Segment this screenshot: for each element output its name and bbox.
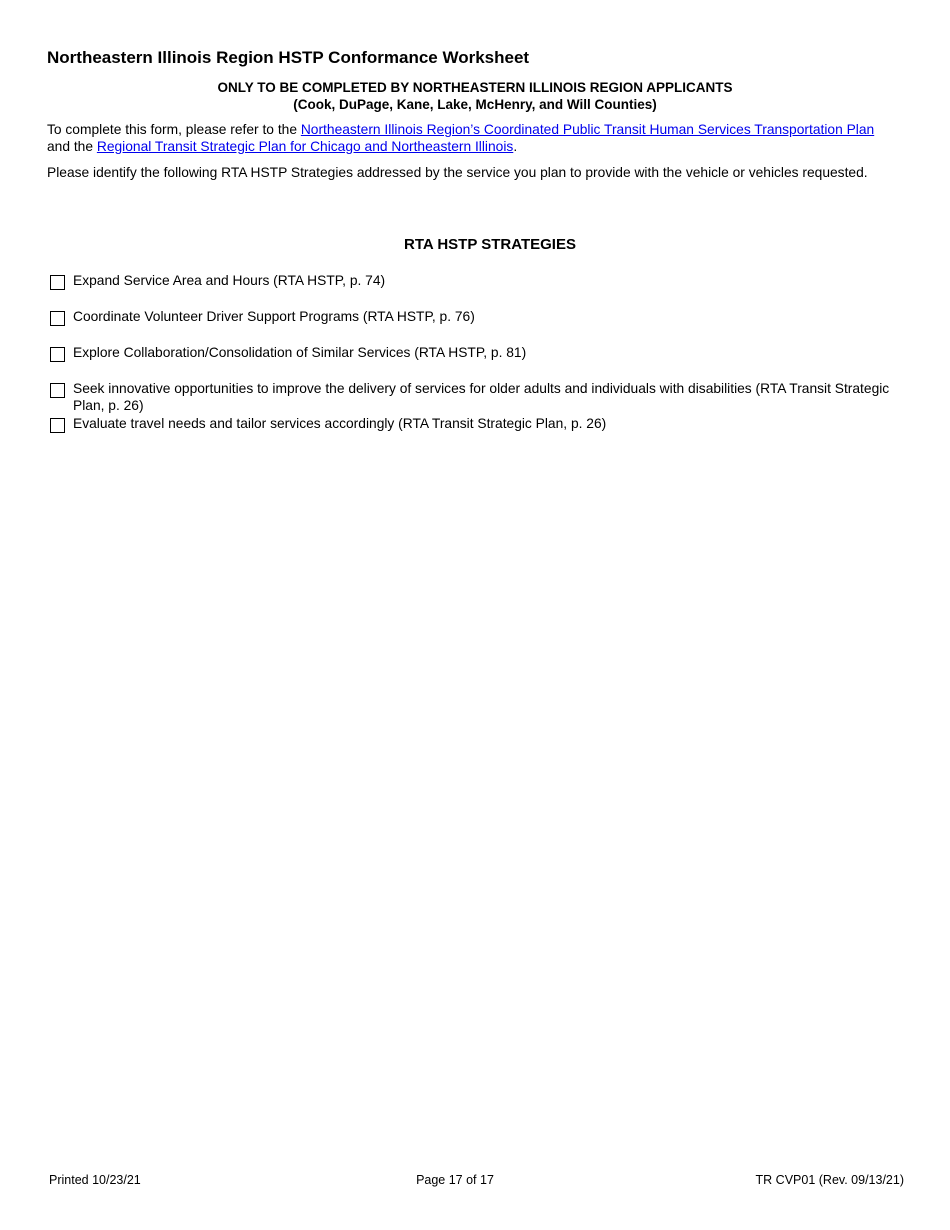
strategy-item: [50, 345, 910, 362]
strategy-item: [50, 273, 910, 290]
strategy-item: [50, 381, 910, 414]
strategy-label: Seek innovative opportunities to improve the delivery of services for older adults and individuals with disabilities (RTA Transit Strategic Plan, p. 26): [73, 381, 890, 413]
county-list: (Cook, DuPage, Kane, Lake, McHenry, and Will Counties): [293, 97, 657, 112]
strategy-checkbox[interactable]: [50, 418, 65, 433]
strategy-checkbox[interactable]: [50, 347, 65, 362]
strategy-item: [50, 416, 910, 433]
strategy-label: Expand Service Area and Hours (RTA HSTP, p. 74): [73, 273, 386, 288]
intro-paragraph: [47, 122, 907, 155]
strategy-item: [50, 309, 910, 326]
page-number: Page 17 of 17: [416, 1173, 494, 1187]
strategy-checkbox[interactable]: [50, 275, 65, 290]
strategies-heading: RTA HSTP STRATEGIES: [404, 236, 576, 253]
printed-date: Printed 10/23/21: [49, 1173, 141, 1187]
intro-prefix: To complete this form, please refer to the: [47, 122, 301, 137]
hstp-plan-link[interactable]: Northeastern Illinois Region’s Coordinated Public Transit Human Services Transportation Plan: [300, 122, 875, 137]
regional-transit-plan-link[interactable]: Regional Transit Strategic Plan for Chicago and Northeastern Illinois: [96, 138, 514, 154]
instruction-text: Please identify the following RTA HSTP Strategies addressed by the service you plan to provide with the vehicle or vehicles requested.: [47, 165, 868, 180]
page-title: Northeastern Illinois Region HSTP Conformance Worksheet: [47, 48, 530, 67]
strategy-checkbox[interactable]: [50, 383, 65, 398]
strategy-label: Evaluate travel needs and tailor services accordingly (RTA Transit Strategic Plan, p. 26): [73, 416, 607, 431]
strategy-label: Coordinate Volunteer Driver Support Programs (RTA HSTP, p. 76): [73, 309, 475, 324]
intro-suffix: .: [513, 138, 518, 154]
intro-middle: and the: [47, 138, 97, 154]
strategy-label: Explore Collaboration/Consolidation of Similar Services (RTA HSTP, p. 81): [73, 345, 527, 360]
strategy-checkbox[interactable]: [50, 311, 65, 326]
form-revision: TR CVP01 (Rev. 09/13/21): [755, 1173, 904, 1187]
applicant-notice: ONLY TO BE COMPLETED BY NORTHEASTERN ILLINOIS REGION APPLICANTS: [217, 80, 733, 95]
